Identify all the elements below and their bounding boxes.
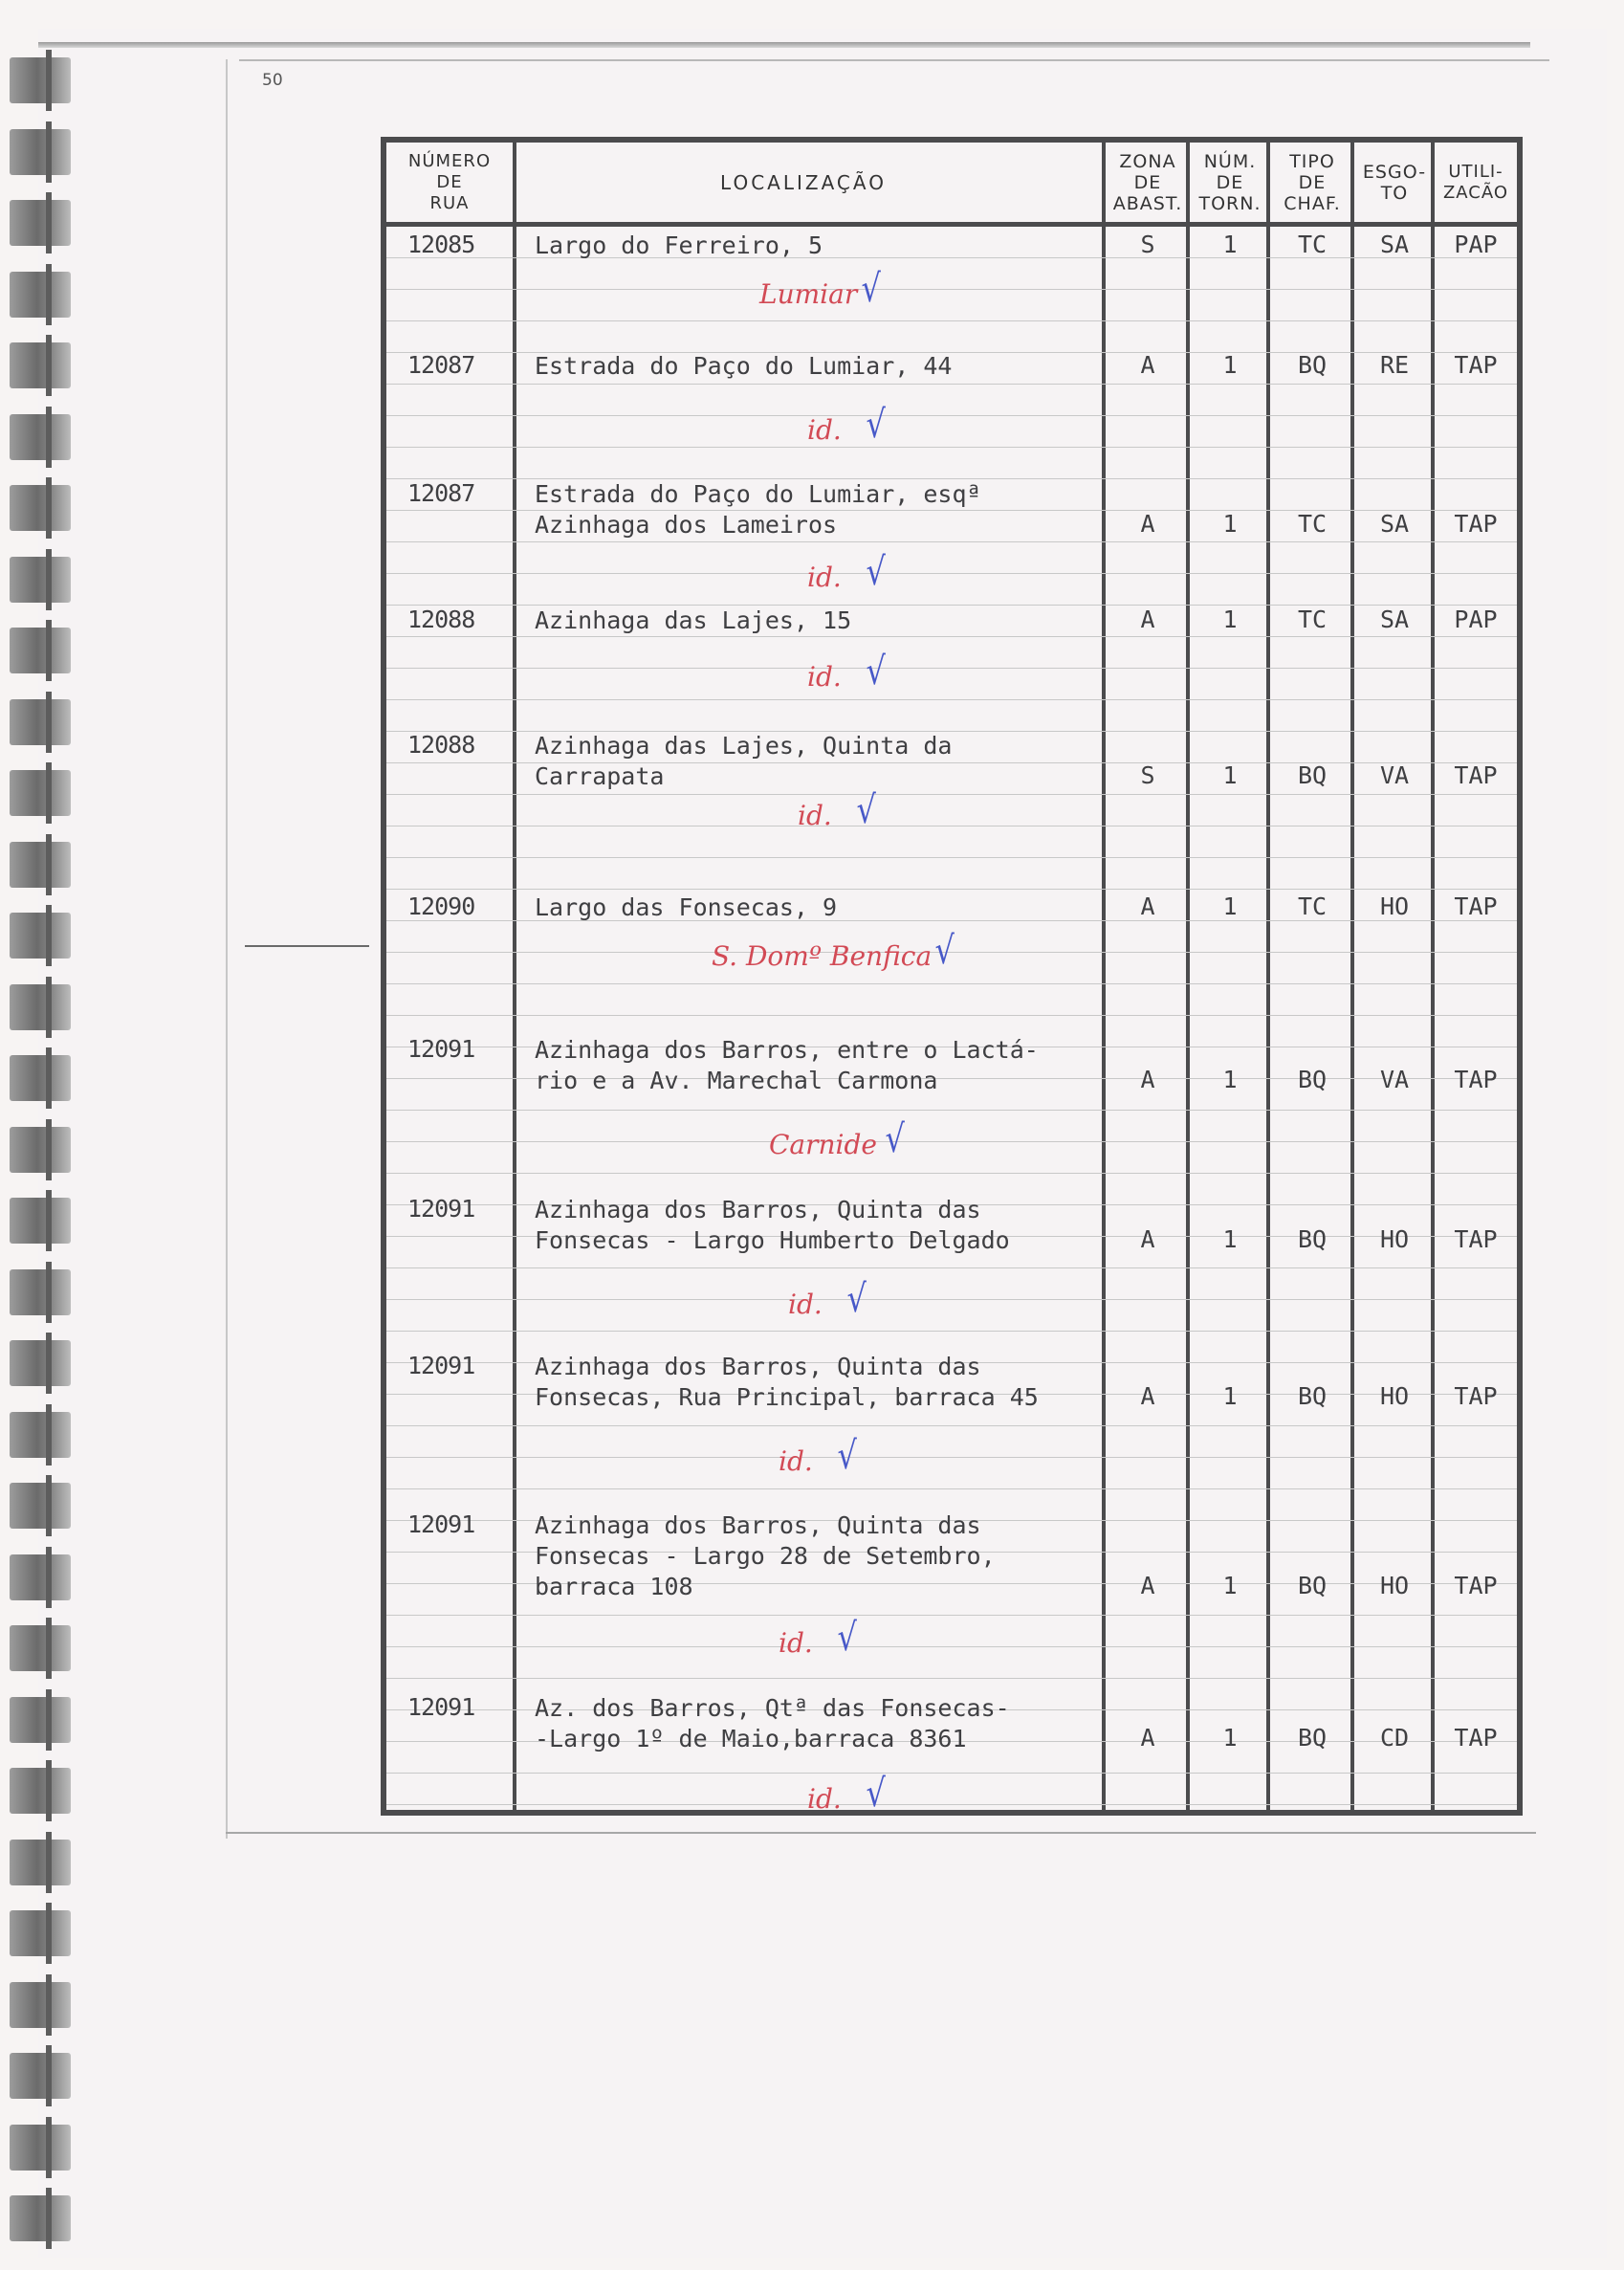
- table-row: [386, 731, 1517, 846]
- check-mark-icon: √: [846, 1277, 867, 1321]
- usage-cell: PAP: [1454, 231, 1498, 258]
- location-text: [535, 1035, 1108, 1096]
- drainage-cell: VA: [1379, 761, 1410, 789]
- location-line: -Largo 1º de Maio,barraca 8361: [535, 1725, 967, 1752]
- handwritten-parish-note: id.: [788, 1289, 823, 1320]
- binding-ring: [10, 1982, 71, 2028]
- binding-ring: [10, 414, 71, 460]
- drainage-cell: SA: [1379, 510, 1410, 538]
- handwritten-parish-note: id.: [779, 1445, 813, 1477]
- check-mark-icon: √: [885, 1117, 905, 1161]
- page-top-rule: [239, 59, 1549, 61]
- supply-zone-cell: A: [1140, 351, 1155, 379]
- ruling-line: [386, 1331, 1517, 1332]
- ruling-line: [386, 889, 1517, 890]
- fountain-type-cell: TC: [1297, 606, 1328, 633]
- location-text: [535, 731, 1108, 792]
- supply-zone-cell: A: [1140, 1382, 1155, 1410]
- binding-ring: [10, 2125, 71, 2171]
- fountain-type-cell: BQ: [1297, 351, 1328, 379]
- page-bottom-rule: [226, 1832, 1536, 1834]
- tap-count-cell: 1: [1222, 1724, 1238, 1752]
- fountain-type-cell: BQ: [1297, 1572, 1328, 1599]
- binding-ring: [10, 1340, 71, 1386]
- usage-cell: TAP: [1454, 1066, 1498, 1093]
- binding-ring: [10, 1910, 71, 1956]
- fountain-type-cell: TC: [1297, 893, 1328, 920]
- location-text: [535, 351, 1108, 382]
- location-line: Fonsecas - Largo Humberto Delgado: [535, 1226, 1010, 1254]
- supply-zone-cell: A: [1140, 510, 1155, 538]
- binding-ring: [10, 1127, 71, 1173]
- ruling-line: [386, 1646, 1517, 1647]
- spiral-binding: [0, 38, 86, 2258]
- binding-ring: [10, 1055, 71, 1101]
- tap-count-cell: 1: [1222, 231, 1238, 258]
- location-line: Estrada do Paço do Lumiar, esqª: [535, 480, 981, 508]
- fountain-type-cell: BQ: [1297, 761, 1328, 789]
- binding-ring: [10, 1483, 71, 1529]
- handwritten-parish-note: id.: [807, 414, 842, 446]
- location-line: Carrapata: [535, 762, 665, 790]
- drainage-cell: SA: [1379, 231, 1410, 258]
- table-row: [386, 479, 1517, 594]
- location-line: Az. dos Barros, Qtª das Fonsecas-: [535, 1694, 1010, 1722]
- street-number: 12088: [407, 606, 475, 633]
- usage-cell: TAP: [1454, 1572, 1498, 1599]
- header-localizacao: LOCALIZAÇÃO: [720, 170, 887, 194]
- supply-zone-cell: A: [1140, 606, 1155, 633]
- usage-cell: TAP: [1454, 893, 1498, 920]
- supply-zone-cell: A: [1140, 1724, 1155, 1752]
- location-line: Azinhaga dos Barros, entre o Lactá-: [535, 1036, 1039, 1064]
- handwritten-parish-note: id.: [807, 562, 842, 593]
- check-mark-icon: √: [866, 650, 886, 694]
- street-number: 12091: [407, 1035, 475, 1063]
- binding-ring: [10, 770, 71, 816]
- drainage-cell: HO: [1379, 1382, 1410, 1410]
- check-mark-icon: √: [856, 788, 876, 832]
- usage-cell: TAP: [1454, 1382, 1498, 1410]
- binding-ring: [10, 628, 71, 673]
- binding-ring: [10, 272, 71, 318]
- page-left-margin-rule: [226, 59, 228, 1839]
- table-row: [386, 231, 1517, 345]
- location-line: Largo do Ferreiro, 5: [535, 231, 823, 259]
- location-line: Azinhaga dos Barros, Quinta das: [535, 1353, 981, 1380]
- tap-count-cell: 1: [1222, 510, 1238, 538]
- table-row: [386, 893, 1517, 1007]
- location-line: Azinhaga das Lajes, Quinta da: [535, 732, 953, 760]
- fountain-type-cell: TC: [1297, 510, 1328, 538]
- tap-count-cell: 1: [1222, 1572, 1238, 1599]
- location-line: Azinhaga das Lajes, 15: [535, 606, 852, 634]
- binding-ring: [10, 342, 71, 388]
- drainage-cell: VA: [1379, 1066, 1410, 1093]
- binding-ring: [10, 485, 71, 531]
- fountain-type-cell: BQ: [1297, 1066, 1328, 1093]
- binding-ring: [10, 1554, 71, 1600]
- binding-ring: [10, 1269, 71, 1315]
- usage-cell: TAP: [1454, 351, 1498, 379]
- binding-ring: [10, 842, 71, 888]
- location-line: Azinhaga dos Barros, Quinta das: [535, 1196, 981, 1223]
- tap-count-cell: 1: [1222, 606, 1238, 633]
- drainage-cell: HO: [1379, 893, 1410, 920]
- binding-ring: [10, 1768, 71, 1814]
- location-line: Largo das Fonsecas, 9: [535, 893, 838, 921]
- check-mark-icon: √: [866, 1772, 886, 1816]
- supply-zone-cell: A: [1140, 1572, 1155, 1599]
- supply-zone-cell: A: [1140, 1066, 1155, 1093]
- header-esgoto: ESGO- TO: [1362, 161, 1427, 204]
- check-mark-icon: √: [866, 550, 886, 594]
- location-text: [535, 1195, 1108, 1256]
- header-tipo-de-chafariz: TIPO DE CHAF.: [1284, 150, 1341, 214]
- ruling-line: [386, 1015, 1517, 1016]
- tap-count-cell: 1: [1222, 351, 1238, 379]
- tap-count-cell: 1: [1222, 1225, 1238, 1253]
- usage-cell: TAP: [1454, 1225, 1498, 1253]
- tap-count-cell: 1: [1222, 893, 1238, 920]
- handwritten-parish-note: id.: [779, 1627, 813, 1659]
- usage-cell: TAP: [1454, 761, 1498, 789]
- location-line: Fonsecas - Largo 28 de Setembro,: [535, 1542, 996, 1570]
- location-line: rio e a Av. Marechal Carmona: [535, 1067, 938, 1094]
- binding-ring: [10, 200, 71, 246]
- binding-ring: [10, 1625, 71, 1671]
- handwritten-parish-note: id.: [807, 1783, 842, 1815]
- supply-zone-cell: A: [1140, 893, 1155, 920]
- check-mark-icon: √: [861, 267, 881, 311]
- location-line: Azinhaga dos Barros, Quinta das: [535, 1511, 981, 1539]
- drainage-cell: HO: [1379, 1572, 1410, 1599]
- check-mark-icon: √: [837, 1434, 857, 1478]
- location-text: [535, 231, 1108, 261]
- table-row: [386, 1035, 1517, 1161]
- table-row: [386, 606, 1517, 720]
- binding-ring: [10, 557, 71, 603]
- street-number: 12091: [407, 1195, 475, 1223]
- binding-ring: [10, 57, 71, 103]
- location-line: Azinhaga dos Lameiros: [535, 511, 838, 539]
- supply-zone-cell: A: [1140, 1225, 1155, 1253]
- binding-ring: [10, 2053, 71, 2099]
- usage-cell: TAP: [1454, 1724, 1498, 1752]
- street-number: 12087: [407, 351, 475, 379]
- drainage-cell: SA: [1379, 606, 1410, 633]
- fountain-type-cell: BQ: [1297, 1225, 1328, 1253]
- ruling-line: [386, 857, 1517, 858]
- ruling-line: [386, 1678, 1517, 1679]
- location-text: [535, 893, 1108, 923]
- ruling-line: [386, 1173, 1517, 1174]
- table-row: [386, 351, 1517, 466]
- street-number: 12090: [407, 893, 475, 920]
- fountain-type-cell: BQ: [1297, 1382, 1328, 1410]
- location-text: [535, 606, 1108, 636]
- binding-ring: [10, 984, 71, 1030]
- street-number: 12085: [407, 231, 475, 258]
- usage-cell: TAP: [1454, 510, 1498, 538]
- tap-count-cell: 1: [1222, 1382, 1238, 1410]
- binding-ring: [10, 1697, 71, 1743]
- header-utilizacao: UTILI- ZACÃO: [1442, 161, 1509, 203]
- handwritten-parish-note: S. Domº Benfica: [712, 940, 933, 972]
- table-row: [386, 1693, 1517, 1816]
- table-header: [386, 143, 1517, 227]
- handwritten-parish-note: Carnide: [769, 1129, 877, 1160]
- check-mark-icon: √: [837, 1616, 857, 1660]
- margin-tick: [245, 945, 369, 947]
- street-number: 12088: [407, 731, 475, 759]
- location-text: [535, 1352, 1108, 1413]
- binding-ring: [10, 1840, 71, 1885]
- location-line: Estrada do Paço do Lumiar, 44: [535, 352, 953, 380]
- table-row: [386, 1195, 1517, 1321]
- binding-ring: [10, 2195, 71, 2241]
- table-row: [386, 1352, 1517, 1478]
- drainage-cell: CD: [1379, 1724, 1410, 1752]
- location-line: barraca 108: [535, 1573, 693, 1600]
- drainage-cell: HO: [1379, 1225, 1410, 1253]
- header-zona-de-abastecimento: ZONA DE ABAST.: [1112, 150, 1183, 214]
- ruling-line: [386, 1488, 1517, 1489]
- street-number: 12091: [407, 1693, 475, 1721]
- drainage-cell: RE: [1379, 351, 1410, 379]
- handwritten-parish-note: Lumiar: [759, 278, 858, 310]
- location-line: Fonsecas, Rua Principal, barraca 45: [535, 1383, 1039, 1411]
- fountain-type-cell: BQ: [1297, 1724, 1328, 1752]
- location-text: [535, 1510, 1108, 1602]
- binding-ring: [10, 1198, 71, 1244]
- tap-count-cell: 1: [1222, 1066, 1238, 1093]
- location-text: [535, 1693, 1108, 1754]
- location-text: [535, 479, 1108, 540]
- supply-zone-cell: S: [1140, 761, 1155, 789]
- handwritten-parish-note: id.: [798, 800, 832, 831]
- table-row: [386, 1510, 1517, 1660]
- water-fountain-ledger-table: [381, 137, 1523, 1816]
- street-number: 12087: [407, 479, 475, 507]
- usage-cell: PAP: [1454, 606, 1498, 633]
- header-numero-de-rua: NÚMERO DE RUA: [407, 150, 492, 213]
- binding-ring: [10, 1412, 71, 1458]
- street-number: 12091: [407, 1352, 475, 1379]
- binding-ring: [10, 913, 71, 959]
- binding-ring: [10, 699, 71, 745]
- handwritten-parish-note: id.: [807, 661, 842, 693]
- binding-ring: [10, 129, 71, 175]
- check-mark-icon: √: [934, 929, 955, 973]
- supply-zone-cell: S: [1140, 231, 1155, 258]
- street-number: 12091: [407, 1510, 475, 1538]
- tap-count-cell: 1: [1222, 761, 1238, 789]
- page-number: 50: [262, 71, 283, 90]
- header-numero-de-torneiras: NÚM. DE TORN.: [1198, 150, 1262, 214]
- page-top-edge: [38, 42, 1530, 48]
- check-mark-icon: √: [866, 403, 886, 447]
- fountain-type-cell: TC: [1297, 231, 1328, 258]
